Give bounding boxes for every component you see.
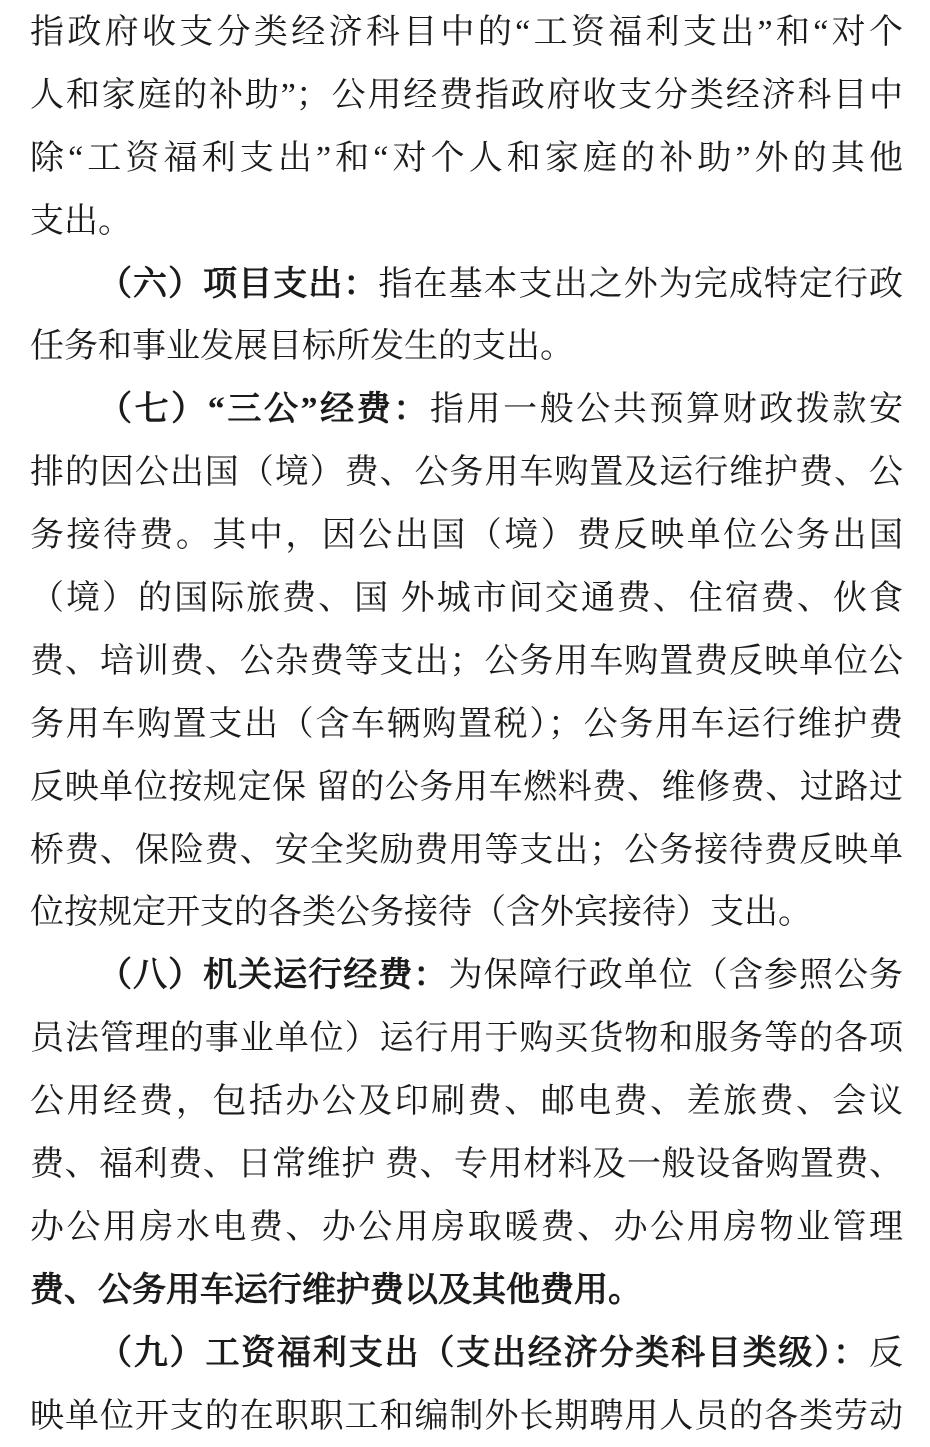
emphasis-text: （六）项目支出： xyxy=(98,265,379,303)
text-line xyxy=(30,757,903,820)
text-line xyxy=(30,254,903,317)
body-text: 排的因公出国（境）费、公务用车购置及运行维护费、公 xyxy=(30,454,903,492)
body-text: （境）的国际旅费、国 外城市间交通费、住宿费、伙食 xyxy=(30,580,903,618)
text-line xyxy=(30,505,903,568)
body-text: 支出。 xyxy=(30,202,132,240)
text-line xyxy=(30,1260,903,1323)
body-text: 任务和事业发展目标所发生的支出。 xyxy=(30,328,574,366)
text-line xyxy=(30,1386,903,1447)
text-line xyxy=(30,2,903,65)
text-line xyxy=(30,379,903,442)
text-line xyxy=(30,128,903,191)
body-text: 人和家庭的补助”；公用经费指政府收支分类经济科目中 xyxy=(30,76,903,114)
body-text: 指用一般公共预算财政拨款安 xyxy=(429,391,903,429)
body-text: 指政府收支分类经济科目中的“工资福利支出”和“对个 xyxy=(30,14,903,51)
emphasis-text: （八）机关运行经费： xyxy=(98,957,449,995)
text-line xyxy=(30,694,903,757)
body-text: 反映单位按规定保 留的公务用车燃料费、维修费、过路过 xyxy=(30,768,903,806)
text-line xyxy=(30,1134,903,1197)
text-line xyxy=(30,191,903,254)
text-line xyxy=(30,882,903,945)
body-text: 办公用房水电费、办公用房取暖费、办公用房物业管理 xyxy=(30,1208,903,1246)
emphasis-text: （九）工资福利支出（支出经济分类科目类级）： xyxy=(98,1334,869,1372)
body-text: 指在基本支出之外为完成特定行政 xyxy=(378,265,903,303)
body-text: 务用车购置支出（含车辆购置税）；公务用车运行维护费 xyxy=(30,705,903,743)
text-line xyxy=(30,631,903,694)
text-line xyxy=(30,820,903,883)
body-text: 反 xyxy=(869,1334,903,1372)
body-text: 费、福利费、日常维护 费、专用材料及一般设备购置费、 xyxy=(30,1146,903,1184)
emphasis-text: （七）“三公”经费： xyxy=(98,391,430,429)
body-text: 费、培训费、公杂费等支出；公务用车购置费反映单位公 xyxy=(30,642,903,680)
text-line xyxy=(30,568,903,631)
body-text: 员法管理的事业单位）运行用于购买货物和服务等的各项 xyxy=(30,1020,903,1058)
body-text: 公用经费，包括办公及印刷费、邮电费、差旅费、会议 xyxy=(30,1083,903,1121)
body-text: 为保障行政单位（含参照公务 xyxy=(448,957,903,995)
text-line xyxy=(30,1197,903,1260)
body-text: 桥费、保险费、安全奖励费用等支出；公务接待费反映单 xyxy=(30,831,903,869)
text-line xyxy=(30,945,903,1008)
body-text: 映单位开支的在职职工和编制外长期聘用人员的各类劳动 xyxy=(30,1397,903,1435)
body-text: 务接待费。其中，因公出国（境）费反映单位公务出国 xyxy=(30,517,903,555)
emphasis-text: 费、公务用车运行维护费以及其他费用。 xyxy=(30,1271,642,1309)
text-line xyxy=(30,1008,903,1071)
body-text: 位按规定开支的各类公务接待（含外宾接待）支出。 xyxy=(30,894,812,932)
text-block xyxy=(30,2,903,1447)
text-line xyxy=(30,1071,903,1134)
body-text: 除“工资福利支出”和“对个人和家庭的补助”外的其他 xyxy=(30,139,903,177)
text-line xyxy=(30,442,903,505)
text-line xyxy=(30,65,903,128)
text-line xyxy=(30,316,903,379)
text-line xyxy=(30,1323,903,1386)
